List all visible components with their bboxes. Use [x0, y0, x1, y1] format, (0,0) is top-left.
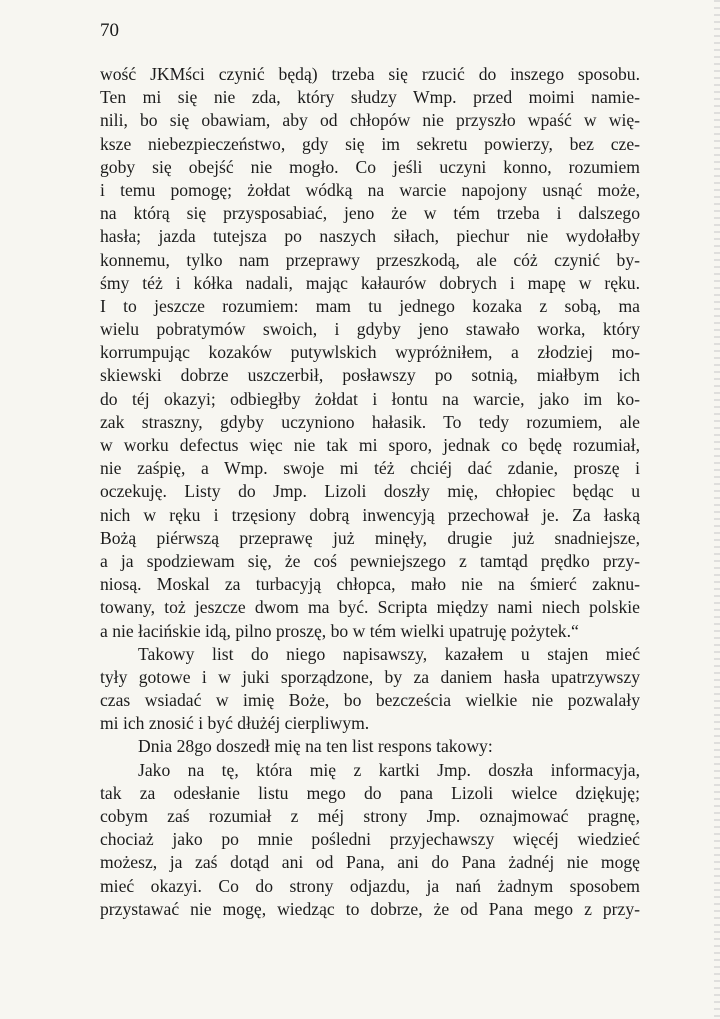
text-line: skiewski dobrze uszczerbił, posławszy po sotnią, miałbym ich: [100, 365, 640, 386]
text-line: niosą. Moskal za turbacyją chłopca, mało nie na śmierć zaknu-: [100, 574, 640, 595]
text-line: korrumpując kozaków putywlskich wypróżniłem, a złodziej mo-: [100, 342, 640, 363]
text-line: Jako na tę, która mię z kartki Jmp. doszła informacyja,: [138, 759, 640, 780]
text-line: I to jeszcze rozumiem: mam tu jednego kozaka z sobą, ma: [100, 295, 640, 316]
text-line: wość JKMści czynić będą) trzeba się rzucić do inszego sposobu.: [100, 64, 640, 84]
text-line: goby się obejść nie mogło. Co jeśli uczyni konno, rozumiem: [100, 156, 640, 177]
text-line: zak straszny, gdyby uczyniono hałasik. To tedy rozumiem, ale: [100, 411, 640, 432]
text-line: i temu pomogę; żołdat wódką na warcie napojony usnąć może,: [100, 179, 640, 200]
text-line: hasła; jazda tutejsza po naszych siłach, piechur nie wydołałby: [100, 226, 640, 247]
text-line: Takowy list do niego napisawszy, kazałem u stajen mieć: [138, 643, 640, 664]
text-line: tak za odesłanie listu mego do pana Lizoli wielce dziękuję;: [100, 782, 640, 803]
text-line: ksze niebezpieczeństwo, gdy się im sekretu powierzy, bez cze-: [100, 133, 640, 154]
text-line: czas wsiadać w imię Boże, bo bezcześcia wielkie nie pozwalały: [100, 690, 640, 711]
text-line: śmy téż i kółka nadali, mając kałaurów dobrych i mapę w ręku.: [100, 272, 640, 293]
text-line: do téj okazyi; odbiegłby żołdat i łontu na warcie, jako im ko-: [100, 388, 640, 409]
page-number: 70: [100, 20, 119, 41]
text-line: w worku defectus więc nie tak mi sporo, jednak co będę rozumiał,: [100, 435, 640, 455]
text-line: konnemu, tylko nam przeprawy przeszkodą, ale cóż czynić by-: [100, 249, 640, 270]
text-line: cobym zaś rozumiał z méj strony Jmp. oznajmować pragnę,: [100, 806, 640, 826]
text-line: Bożą piérwszą przeprawę już minęły, drugie już snadniejsze,: [100, 527, 640, 548]
text-line: chociaż jako po mnie pośledni przyjechawszy więcéj wiedzieć: [100, 829, 640, 850]
text-line: wielu pobratymów swoich, i gdyby jeno stawało worka, który: [100, 319, 640, 340]
text-line: mi ich znosić i być dłużéj cierpliwym.: [100, 713, 370, 734]
text-line: towany, toż jeszcze dwom ma być. Scripta między nami niech polskie: [100, 597, 640, 618]
text-line: nili, bo się obawiam, aby od chłopów nie przyszło wpaść w wię-: [100, 110, 640, 131]
text-line: oczekuję. Listy do Jmp. Lizoli doszły mię, chłopiec będąc u: [100, 481, 640, 502]
text-line: mieć okazyi. Co do strony odjazdu, ja nań żadnym sposobem: [100, 875, 640, 896]
text-line: przystawać nie mogę, wiedząc to dobrze, że od Pana mego z przy-: [100, 898, 640, 919]
page-edge-marks: [714, 0, 720, 1019]
text-line: Ten mi się nie zda, który słudzy Wmp. przed moimi namie-: [100, 87, 640, 108]
text-line: tyły gotowe i w juki sporządzone, by za daniem hasła upatrzywszy: [100, 666, 640, 687]
text-line: Dnia 28go doszedł mię na ten list respons takowy:: [138, 736, 493, 757]
text-line: na którą się przysposabiać, jeno że w tém trzeba i dalszego: [100, 203, 640, 224]
body-text: [100, 63, 640, 921]
text-line: nie zaśpię, a Wmp. swoje mi téż chciéj dać zdanie, proszę i: [100, 458, 640, 479]
text-line: możesz, ja zaś dotąd ani od Pana, ani do Pana żadnéj nie mogę: [100, 852, 640, 873]
text-line: a nie łacińskie idą, pilno proszę, bo w tém wielki upatruję pożytek.“: [100, 620, 579, 641]
text-line: nich w ręku i trzęsiony dobrą inwencyją przechował je. Za łaską: [100, 504, 640, 525]
text-line: a ja spodziewam się, że coś pewniejszego z tamtąd prędko przy-: [100, 550, 640, 571]
